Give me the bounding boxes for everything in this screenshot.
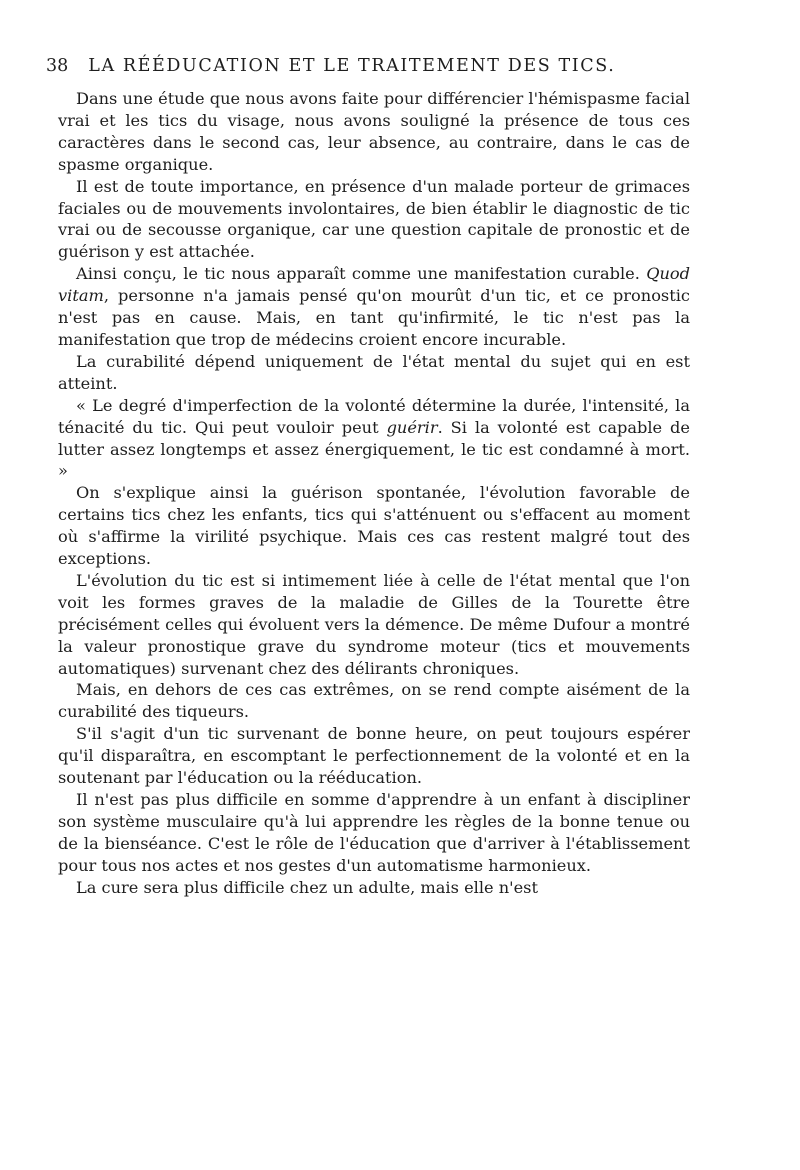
running-header	[46, 56, 690, 76]
paragraph: S'il s'agit d'un tic survenant de bonne heure, on peut toujours espérer qu'il disparaîtra, en escomptant le perfectionnement de la volonté et en la soutenant par l'éducation ou la rééducation.	[58, 724, 690, 788]
italic-term: Quod vitam	[58, 264, 690, 306]
paragraph: Mais, en dehors de ces cas extrêmes, on se rend compte aisément de la curabilité des tiqueurs.	[58, 680, 690, 722]
running-title: LA RÉÉDUCATION ET LE TRAITEMENT DES TICS.	[88, 56, 616, 76]
italic-term: guérir	[386, 417, 438, 437]
paragraph: Il n'est pas plus difficile en somme d'apprendre à un enfant à discipliner son système musculaire qu'à lui apprendre les règles de la bonne tenue ou de la bienséance. C'est le rôle de l'éducation que d'arriver à l'établissement pour tous nos actes et nos gestes d'un automatisme harmonieux.	[58, 790, 690, 875]
body-text	[46, 88, 690, 899]
page-number: 38	[46, 56, 69, 76]
paragraph: L'évolution du tic est si intimement liée à celle de l'état mental que l'on voit les formes graves de la maladie de Gilles de la Tourette être précisément celles qui évoluent vers la démence. De même Dufour a montré la valeur pronostique grave du syndrome moteur (tics et mouvements automatiques) survenant chez des délirants chroniques.	[58, 570, 690, 678]
paragraph: Ainsi conçu, le tic nous apparaît comme une manifestation curable. Quod vitam, personne n'a jamais pensé qu'on mourût d'un tic, et ce pronostic n'est pas en cause. Mais, en tant qu'infirmité, le tic n'est pas la manifestation que trop de médecins croient encore incurable.	[58, 264, 690, 349]
paragraph: Dans une étude que nous avons faite pour différencier l'hémispasme facial vrai et les tics du visage, nous avons souligné la présence de tous ces caractères dans le second cas, leur absence, au contraire, dans le cas de spasme organique.	[58, 89, 690, 174]
paragraph: La curabilité dépend uniquement de l'état mental du sujet qui en est atteint.	[58, 351, 690, 393]
paragraph: Il est de toute importance, en présence d'un malade porteur de grimaces faciales ou de mouvements involontaires, de bien établir le diagnostic de tic vrai ou de secousse organique, car une question capitale de pronostic et de guérison y est attachée.	[58, 176, 690, 262]
paragraph: « Le degré d'imperfection de la volonté détermine la durée, l'intensité, la ténacité du tic. Qui peut vouloir peut guérir. Si la volonté est capable de lutter assez longtemps et assez énergiquement, le tic est condamné à mort. »	[58, 395, 691, 481]
paragraph: On s'explique ainsi la guérison spontanée, l'évolution favorable de certains tics chez les enfants, tics qui s'atténuent ou s'effacent au moment où s'affirme la virilité psychique. Mais ces cas restent malgré tout des exceptions.	[58, 483, 690, 569]
paragraph: La cure sera plus difficile chez un adulte, mais elle n'est	[76, 877, 538, 897]
